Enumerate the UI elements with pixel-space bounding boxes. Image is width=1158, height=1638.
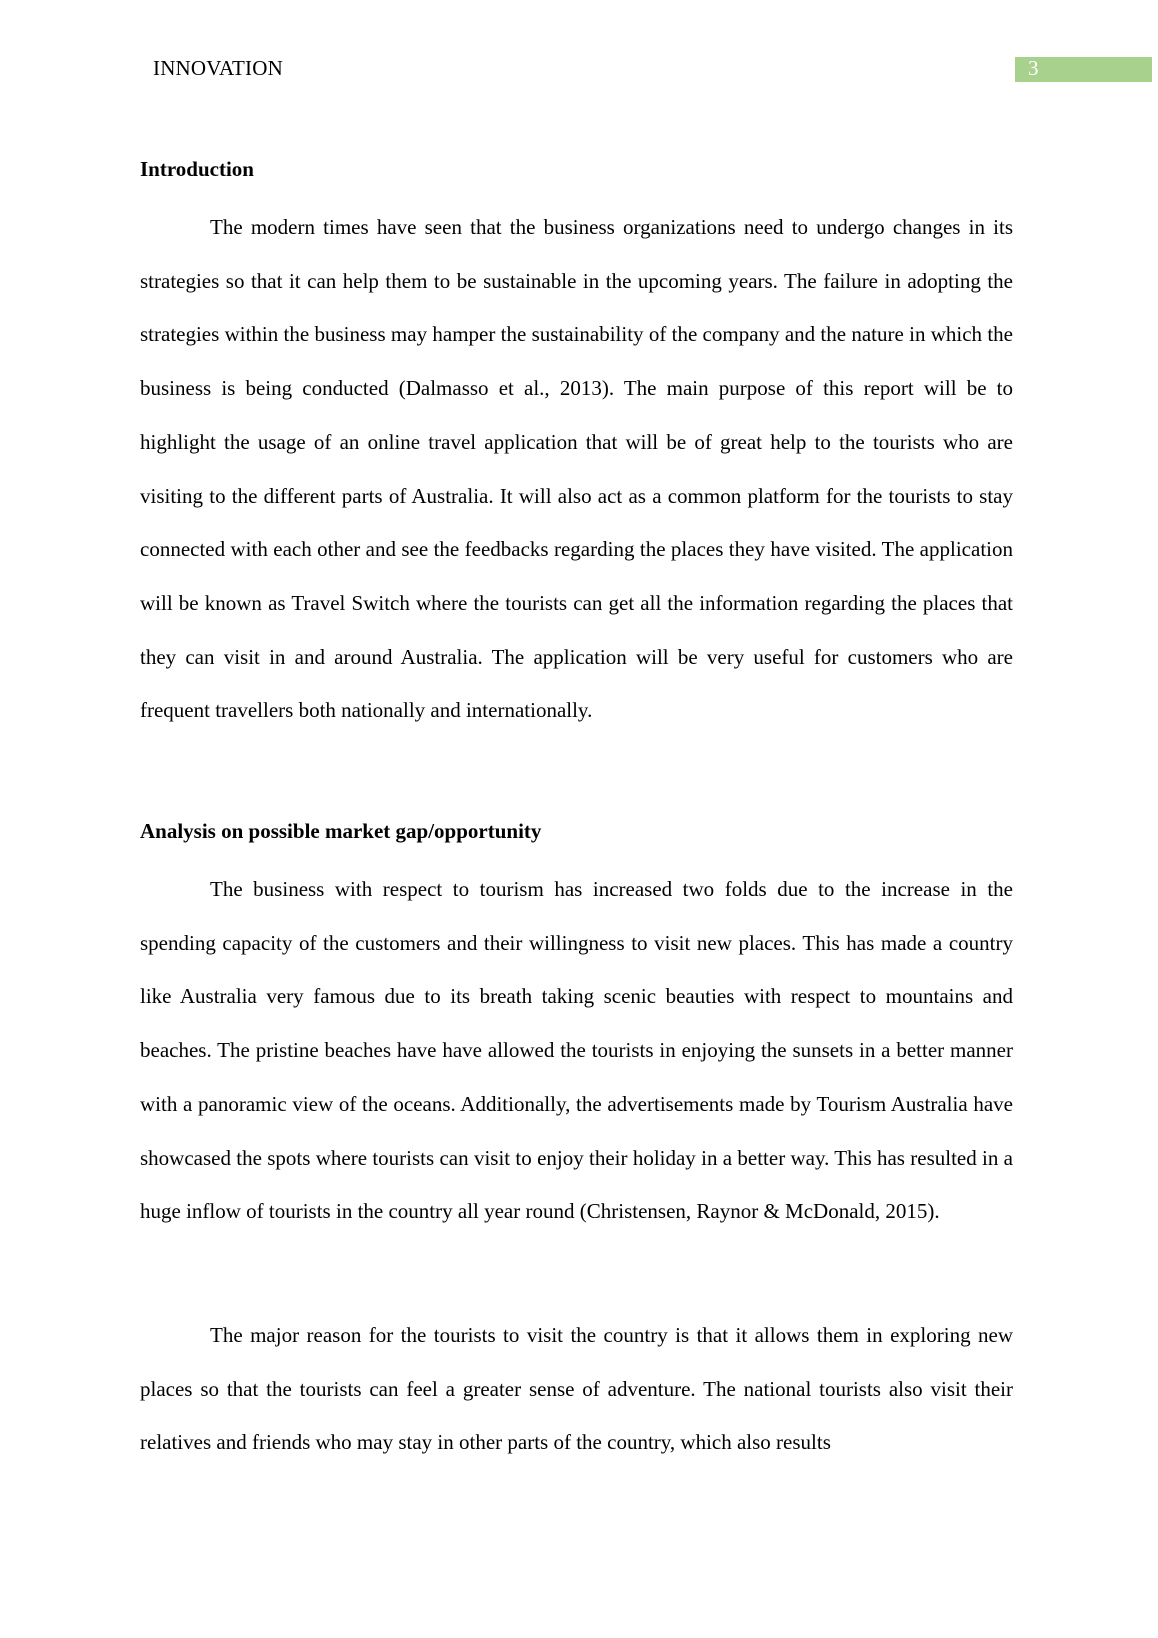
page-number: 3	[1028, 56, 1039, 80]
section-heading-introduction: Introduction	[140, 157, 254, 181]
market-gap-paragraph-2: The major reason for the tourists to visit the country is that it allows them in exploring new places so that the tourists can feel a greater sense of adventure. The national tourists also visit their relatives and friends who may stay in other parts of the country, which also results	[140, 1323, 1013, 1455]
section-heading-market-gap: Analysis on possible market gap/opportunity	[140, 819, 542, 843]
introduction-paragraph: The modern times have seen that the business organizations need to undergo changes in its strategies so that it can help them to be sustainable in the upcoming years. The failure in adopting the strategies within the business may hamper the sustainability of the company and the nature in which the business is being conducted (Dalmasso et al., 2013). The main purpose of this report will be to highlight the usage of an online travel application that will be of great help to the tourists who are visiting to the different parts of Australia. It will also act as a common platform for the tourists to stay connected with each other and see the feedbacks regarding the places they have visited. The application will be known as Travel Switch where the tourists can get all the information regarding the places that they can visit in and around Australia. The application will be very useful for customers who are frequent travellers both nationally and internationally.	[140, 215, 1013, 723]
market-gap-paragraph-1: The business with respect to tourism has increased two folds due to the increase in the spending capacity of the customers and their willingness to visit new places. This has made a country like Australia very famous due to its breath taking scenic beauties with respect to mountains and beaches. The pristine beaches have have allowed the tourists in enjoying the sunsets in a better manner with a panoramic view of the oceans. Additionally, the advertisements made by Tourism Australia have showcased the spots where tourists can visit to enjoy their holiday in a better way. This has resulted in a huge inflow of tourists in the country all year round (Christensen, Raynor & McDonald, 2015).	[140, 877, 1013, 1224]
running-head: INNOVATION	[153, 56, 283, 80]
page-number-box	[1015, 57, 1152, 82]
